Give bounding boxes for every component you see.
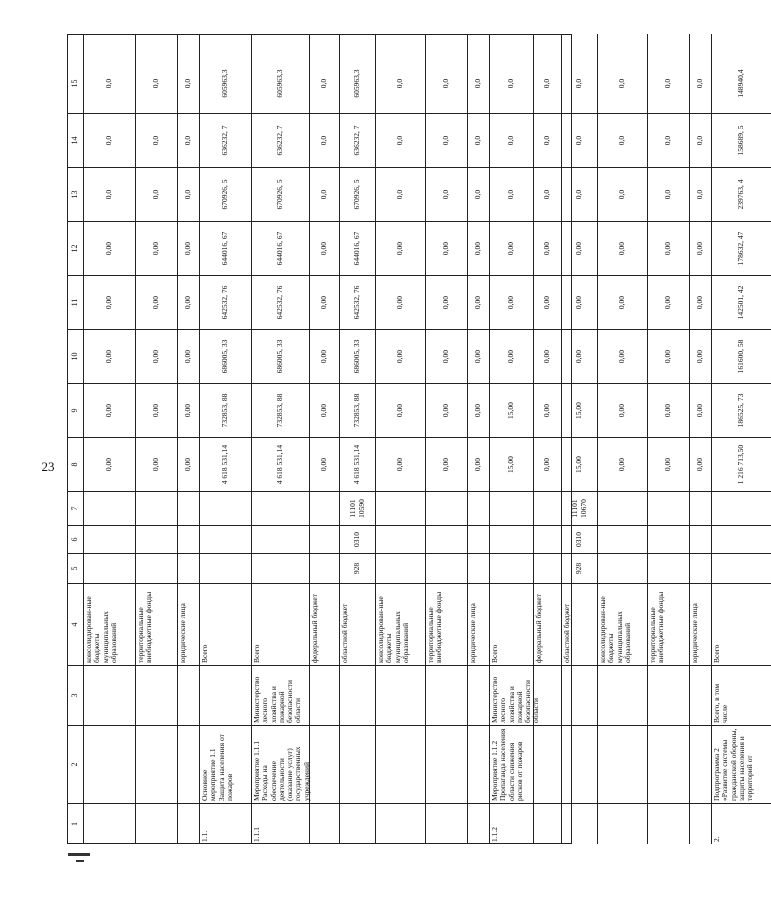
table-row — [711, 34, 771, 844]
cell-col-10: 686005, 33 — [252, 330, 309, 384]
cell-col-7 — [426, 492, 467, 526]
cell-col-10: 0,00 — [562, 330, 597, 384]
cell-col-10: 686005, 33 — [340, 330, 375, 384]
table-row — [251, 34, 309, 844]
cell-col-4: федеральный бюджет — [310, 584, 339, 666]
cell-col-9: 732853, 88 — [340, 384, 375, 438]
cell-col-10: 0,00 — [468, 330, 489, 384]
cell-col-15: 0,0 — [648, 54, 689, 114]
cell-col-5: 928 — [340, 554, 375, 584]
cell-col-1 — [534, 804, 561, 844]
header-row — [67, 34, 83, 844]
column-header-9: 9 — [68, 384, 83, 438]
table-row — [339, 34, 375, 844]
cell-col-11: 0,00 — [468, 276, 489, 330]
cell-col-15: 0,0 — [534, 54, 561, 114]
table-row — [647, 34, 689, 844]
cell-col-2: Мероприятие 1.1.2 Пропаганда населения области снижения рисков от пожаров — [490, 726, 533, 804]
cell-col-11: 642532, 76 — [200, 276, 251, 330]
cell-col-15: 0,0 — [562, 54, 597, 114]
cell-col-15: 0,0 — [468, 54, 489, 114]
cell-col-6 — [136, 526, 177, 554]
cell-col-14: 0,0 — [598, 114, 647, 168]
cell-col-14: 0,0 — [468, 114, 489, 168]
column-header-11: 11 — [68, 276, 83, 330]
cell-col-3 — [200, 666, 251, 726]
cell-col-6 — [376, 526, 425, 554]
cell-col-14: 158689, 5 — [712, 114, 771, 168]
cell-col-10: 0,00 — [598, 330, 647, 384]
cell-col-14: 0,0 — [648, 114, 689, 168]
cell-col-1 — [648, 804, 689, 844]
cell-col-8: 0,00 — [534, 438, 561, 492]
cell-col-15: 605963,3 — [200, 54, 251, 114]
cell-col-6 — [598, 526, 647, 554]
cell-col-5 — [712, 554, 771, 584]
cell-col-4: областной бюджет — [562, 584, 597, 666]
cell-col-7 — [712, 492, 771, 526]
cell-col-7 — [468, 492, 489, 526]
cell-col-3: Министерство лесного хозяйства и пожарной безопасности области — [252, 666, 309, 726]
cell-col-3 — [376, 666, 425, 726]
cell-col-7: 11101 10670 — [562, 492, 597, 526]
cell-col-4: территориальные внебюджетные фонды — [648, 584, 689, 666]
cell-col-5 — [426, 554, 467, 584]
cell-col-3 — [468, 666, 489, 726]
cell-col-9: 732853, 88 — [200, 384, 251, 438]
cell-col-4: юридические лица — [690, 584, 711, 666]
cell-col-2 — [136, 726, 177, 804]
cell-col-4: федеральный бюджет — [534, 584, 561, 666]
cell-col-6 — [178, 526, 199, 554]
cell-col-9: 0,00 — [310, 384, 339, 438]
table-row — [177, 34, 199, 844]
cell-col-2: Основное мероприятие 1.1 Защита населения от пожаров — [200, 726, 251, 804]
cell-col-14: 0,0 — [376, 114, 425, 168]
table-row — [309, 34, 339, 844]
cell-col-9: 0,00 — [648, 384, 689, 438]
cell-col-5 — [84, 554, 135, 584]
cell-col-13: 0,0 — [310, 168, 339, 222]
cell-col-10: 0,00 — [178, 330, 199, 384]
cell-col-2 — [562, 726, 597, 804]
cell-col-4: Всего — [490, 584, 533, 666]
column-header-15: 15 — [68, 54, 83, 114]
cell-col-15: 605963,3 — [252, 54, 309, 114]
cell-col-13: 0,0 — [84, 168, 135, 222]
cell-col-13: 0,0 — [598, 168, 647, 222]
cell-col-10: 0,00 — [84, 330, 135, 384]
cell-col-12: 0,00 — [468, 222, 489, 276]
cell-col-6: 0310 — [340, 526, 375, 554]
table-row — [561, 34, 597, 844]
cell-col-1 — [84, 804, 135, 844]
cell-col-7 — [136, 492, 177, 526]
cell-col-9: 732853, 88 — [252, 384, 309, 438]
cell-col-12: 0,00 — [534, 222, 561, 276]
cell-col-5 — [310, 554, 339, 584]
cell-col-9: 0,00 — [84, 384, 135, 438]
cell-col-2 — [468, 726, 489, 804]
cell-col-7 — [178, 492, 199, 526]
cell-col-11: 142501, 42 — [712, 276, 771, 330]
cell-col-13: 0,0 — [690, 168, 711, 222]
cell-col-3 — [690, 666, 711, 726]
cell-col-6 — [468, 526, 489, 554]
cell-col-12: 644016, 67 — [340, 222, 375, 276]
cell-col-9: 0,00 — [376, 384, 425, 438]
cell-col-1 — [690, 804, 711, 844]
cell-col-10: 0,00 — [310, 330, 339, 384]
cell-col-14: 0,0 — [178, 114, 199, 168]
cell-col-12: 178632, 47 — [712, 222, 771, 276]
cell-col-11: 0,00 — [598, 276, 647, 330]
column-header-5: 5 — [68, 554, 83, 584]
cell-col-6 — [200, 526, 251, 554]
cell-col-10: 0,00 — [376, 330, 425, 384]
cell-col-3 — [310, 666, 339, 726]
column-header-6: 6 — [68, 526, 83, 554]
cell-col-5 — [490, 554, 533, 584]
cell-col-12: 0,00 — [84, 222, 135, 276]
cell-col-5 — [376, 554, 425, 584]
cell-col-13: 0,0 — [426, 168, 467, 222]
column-header-10: 10 — [68, 330, 83, 384]
cell-col-4: юридические лица — [178, 584, 199, 666]
cell-col-11: 642532, 76 — [340, 276, 375, 330]
table-row — [533, 34, 561, 844]
cell-col-12: 0,00 — [562, 222, 597, 276]
cell-col-14: 0,0 — [534, 114, 561, 168]
cell-col-11: 0,00 — [534, 276, 561, 330]
cell-col-12: 0,00 — [490, 222, 533, 276]
column-header-4: 4 — [68, 584, 83, 666]
cell-col-8: 0,00 — [690, 438, 711, 492]
cell-col-12: 0,00 — [310, 222, 339, 276]
cell-col-9: 186525, 73 — [712, 384, 771, 438]
cell-col-8: 0,00 — [136, 438, 177, 492]
cell-col-6 — [84, 526, 135, 554]
cell-col-8: 0,00 — [178, 438, 199, 492]
cell-col-8: 0,00 — [376, 438, 425, 492]
cell-col-1 — [426, 804, 467, 844]
budget-table — [67, 34, 755, 844]
cell-col-2 — [598, 726, 647, 804]
cell-col-8: 0,00 — [426, 438, 467, 492]
cell-col-6 — [426, 526, 467, 554]
cell-col-7 — [310, 492, 339, 526]
cell-col-6 — [252, 526, 309, 554]
cell-col-9: 0,00 — [426, 384, 467, 438]
cell-col-11: 0,00 — [136, 276, 177, 330]
cell-col-14: 636232, 7 — [340, 114, 375, 168]
cell-col-1 — [340, 804, 375, 844]
cell-col-8: 0,00 — [84, 438, 135, 492]
cell-col-1 — [376, 804, 425, 844]
table-row — [135, 34, 177, 844]
cell-col-3 — [340, 666, 375, 726]
cell-col-7: 11101 10590 — [340, 492, 375, 526]
table-row — [689, 34, 711, 844]
cell-col-2 — [178, 726, 199, 804]
cell-col-1 — [136, 804, 177, 844]
table-row — [467, 34, 489, 844]
cell-col-2: Подпрограмма 2 «Развитие системы гражданской обороны, защиты населения и территорий от — [712, 726, 771, 804]
cell-col-14: 0,0 — [136, 114, 177, 168]
cell-col-9: 0,00 — [690, 384, 711, 438]
cell-col-5 — [252, 554, 309, 584]
cell-col-5 — [468, 554, 489, 584]
cell-col-6 — [648, 526, 689, 554]
cell-col-14: 636232, 7 — [200, 114, 251, 168]
cell-col-2 — [426, 726, 467, 804]
cell-col-15: 0,0 — [84, 54, 135, 114]
cell-col-2 — [310, 726, 339, 804]
cell-col-3 — [534, 666, 561, 726]
cell-col-8: 15,00 — [490, 438, 533, 492]
cell-col-8: 0,00 — [468, 438, 489, 492]
cell-col-13: 239763, 4 — [712, 168, 771, 222]
cell-col-12: 0,00 — [648, 222, 689, 276]
cell-col-10: 0,00 — [426, 330, 467, 384]
cell-col-11: 0,00 — [426, 276, 467, 330]
cell-col-14: 0,0 — [562, 114, 597, 168]
cell-col-3: Министерство лесного хозяйства и пожарной безопасности области — [490, 666, 533, 726]
cell-col-6 — [490, 526, 533, 554]
cell-col-3 — [178, 666, 199, 726]
cell-col-15: 0,0 — [376, 54, 425, 114]
cell-col-11: 0,00 — [376, 276, 425, 330]
cell-col-4: Всего — [252, 584, 309, 666]
cell-col-14: 0,0 — [310, 114, 339, 168]
cell-col-4: консолидирован-ные бюджеты муниципальных образований — [598, 584, 647, 666]
cell-col-8: 1 216 713,50 — [712, 438, 771, 492]
cell-col-13: 0,0 — [376, 168, 425, 222]
column-header-14: 14 — [68, 114, 83, 168]
cell-col-10: 0,00 — [648, 330, 689, 384]
cell-col-3 — [136, 666, 177, 726]
cell-col-4: Всего — [712, 584, 771, 666]
cell-col-3 — [562, 666, 597, 726]
cell-col-15: 0,0 — [426, 54, 467, 114]
table-row — [597, 34, 647, 844]
cell-col-10: 0,00 — [490, 330, 533, 384]
cell-col-12: 0,00 — [426, 222, 467, 276]
cell-col-5: 928 — [562, 554, 597, 584]
column-header-12: 12 — [68, 222, 83, 276]
cell-col-12: 0,00 — [136, 222, 177, 276]
cell-col-2 — [534, 726, 561, 804]
cell-col-2: Мероприятие 1.1.1 Расходы на обеспечение деятельности (оказание услуг) государственных учреждений — [252, 726, 309, 804]
cell-col-13: 670926, 5 — [340, 168, 375, 222]
cell-col-6: 0310 — [562, 526, 597, 554]
cell-col-5 — [178, 554, 199, 584]
cell-col-12: 644016, 67 — [252, 222, 309, 276]
cell-col-13: 0,0 — [648, 168, 689, 222]
cell-col-15: 0,0 — [310, 54, 339, 114]
cell-col-3 — [598, 666, 647, 726]
cell-col-7 — [648, 492, 689, 526]
cell-col-13: 0,0 — [562, 168, 597, 222]
cell-col-14: 636232, 7 — [252, 114, 309, 168]
table-row — [425, 34, 467, 844]
cell-col-13: 0,0 — [468, 168, 489, 222]
cell-col-14: 0,0 — [490, 114, 533, 168]
cell-col-15: 0,0 — [490, 54, 533, 114]
cell-col-8: 0,00 — [598, 438, 647, 492]
cell-col-13: 0,0 — [490, 168, 533, 222]
cell-col-11: 0,00 — [310, 276, 339, 330]
cell-col-5 — [690, 554, 711, 584]
cell-col-8: 4 618 531,14 — [200, 438, 251, 492]
cell-col-9: 0,00 — [136, 384, 177, 438]
cell-col-15: 0,0 — [690, 54, 711, 114]
cell-col-2 — [690, 726, 711, 804]
cell-col-8: 15,00 — [562, 438, 597, 492]
column-header-13: 13 — [68, 168, 83, 222]
cell-col-1: 1.1.1 — [252, 827, 261, 842]
cell-col-13: 670926, 5 — [252, 168, 309, 222]
cell-col-10: 0,00 — [534, 330, 561, 384]
cell-col-12: 0,00 — [178, 222, 199, 276]
cell-col-14: 0,0 — [84, 114, 135, 168]
cell-col-15: 0,0 — [598, 54, 647, 114]
cell-col-2 — [648, 726, 689, 804]
cell-col-7 — [376, 492, 425, 526]
cell-col-9: 0,00 — [598, 384, 647, 438]
table-row — [199, 34, 251, 844]
cell-col-7 — [84, 492, 135, 526]
column-header-2: 2 — [68, 726, 83, 804]
cell-col-1 — [178, 804, 199, 844]
cell-col-13: 0,0 — [136, 168, 177, 222]
cell-col-9: 0,00 — [178, 384, 199, 438]
cell-col-4: Всего — [200, 584, 251, 666]
cell-col-13: 0,0 — [178, 168, 199, 222]
cell-col-1 — [310, 804, 339, 844]
cell-col-6 — [690, 526, 711, 554]
cell-col-1: 1.1.2 — [490, 827, 499, 842]
column-header-7: 7 — [68, 492, 83, 526]
cell-col-7 — [534, 492, 561, 526]
cell-col-1: 2. — [712, 836, 721, 842]
cell-col-12: 0,00 — [690, 222, 711, 276]
cell-col-7 — [490, 492, 533, 526]
table-row — [83, 34, 135, 844]
cell-col-6 — [712, 526, 771, 554]
cell-col-6 — [534, 526, 561, 554]
cell-col-10: 0,00 — [690, 330, 711, 384]
cell-col-9: 0,00 — [534, 384, 561, 438]
cell-col-6 — [310, 526, 339, 554]
cell-col-8: 0,00 — [648, 438, 689, 492]
cell-col-3 — [84, 666, 135, 726]
cell-col-5 — [648, 554, 689, 584]
cell-col-14: 0,0 — [690, 114, 711, 168]
cell-col-15: 0,0 — [178, 54, 199, 114]
cell-col-2 — [376, 726, 425, 804]
cell-col-4: юридические лица — [468, 584, 489, 666]
cell-col-5 — [200, 554, 251, 584]
cell-col-12: 0,00 — [598, 222, 647, 276]
cell-col-3 — [426, 666, 467, 726]
cell-col-4: консолидирован-ные бюджеты муниципальных образований — [84, 584, 135, 666]
table-row — [375, 34, 425, 844]
cell-col-11: 0,00 — [690, 276, 711, 330]
cell-col-9: 15,00 — [490, 384, 533, 438]
cell-col-3 — [648, 666, 689, 726]
cell-col-1 — [468, 804, 489, 844]
cell-col-12: 0,00 — [376, 222, 425, 276]
cell-col-7 — [690, 492, 711, 526]
cell-col-15: 148940,4 — [712, 54, 771, 114]
cell-col-8: 0,00 — [310, 438, 339, 492]
cell-col-15: 0,0 — [136, 54, 177, 114]
column-header-1: 1 — [70, 822, 80, 826]
cell-col-13: 0,0 — [534, 168, 561, 222]
cell-col-2 — [84, 726, 135, 804]
cell-col-1: 1.1. — [200, 830, 209, 842]
cell-col-5 — [598, 554, 647, 584]
cell-col-7 — [252, 492, 309, 526]
cell-col-4: консолидирован-ные бюджеты муниципальных образований — [376, 584, 425, 666]
cell-col-11: 0,00 — [490, 276, 533, 330]
cell-col-15: 605963,3 — [340, 54, 375, 114]
cell-col-11: 0,00 — [562, 276, 597, 330]
cell-col-9: 15,00 — [562, 384, 597, 438]
cell-col-8: 4 618 531,14 — [252, 438, 309, 492]
cell-col-11: 0,00 — [648, 276, 689, 330]
cell-col-9: 0,00 — [468, 384, 489, 438]
cell-col-7 — [598, 492, 647, 526]
column-header-3: 3 — [68, 666, 83, 726]
cell-col-10: 0,00 — [136, 330, 177, 384]
cell-col-4: территориальные внебюджетные фонды — [426, 584, 467, 666]
cell-col-10: 161600, 58 — [712, 330, 771, 384]
cell-col-8: 4 618 531,14 — [340, 438, 375, 492]
cell-col-7 — [200, 492, 251, 526]
cell-col-14: 0,0 — [426, 114, 467, 168]
cell-col-4: областной бюджет — [340, 584, 375, 666]
column-header-8: 8 — [68, 438, 83, 492]
cell-col-11: 0,00 — [84, 276, 135, 330]
cell-col-1 — [562, 804, 597, 844]
cell-col-3: Всего, в том числе — [712, 666, 771, 726]
cell-col-10: 686005, 33 — [200, 330, 251, 384]
cell-col-11: 0,00 — [178, 276, 199, 330]
cell-col-13: 670926, 5 — [200, 168, 251, 222]
cell-col-11: 642532, 76 — [252, 276, 309, 330]
cell-col-5 — [136, 554, 177, 584]
page-number: 23 — [41, 459, 55, 474]
cell-col-4: территориальные внебюджетные фонды — [136, 584, 177, 666]
cell-col-12: 644016, 67 — [200, 222, 251, 276]
cell-col-5 — [534, 554, 561, 584]
cell-col-1 — [598, 804, 647, 844]
cell-col-2 — [340, 726, 375, 804]
